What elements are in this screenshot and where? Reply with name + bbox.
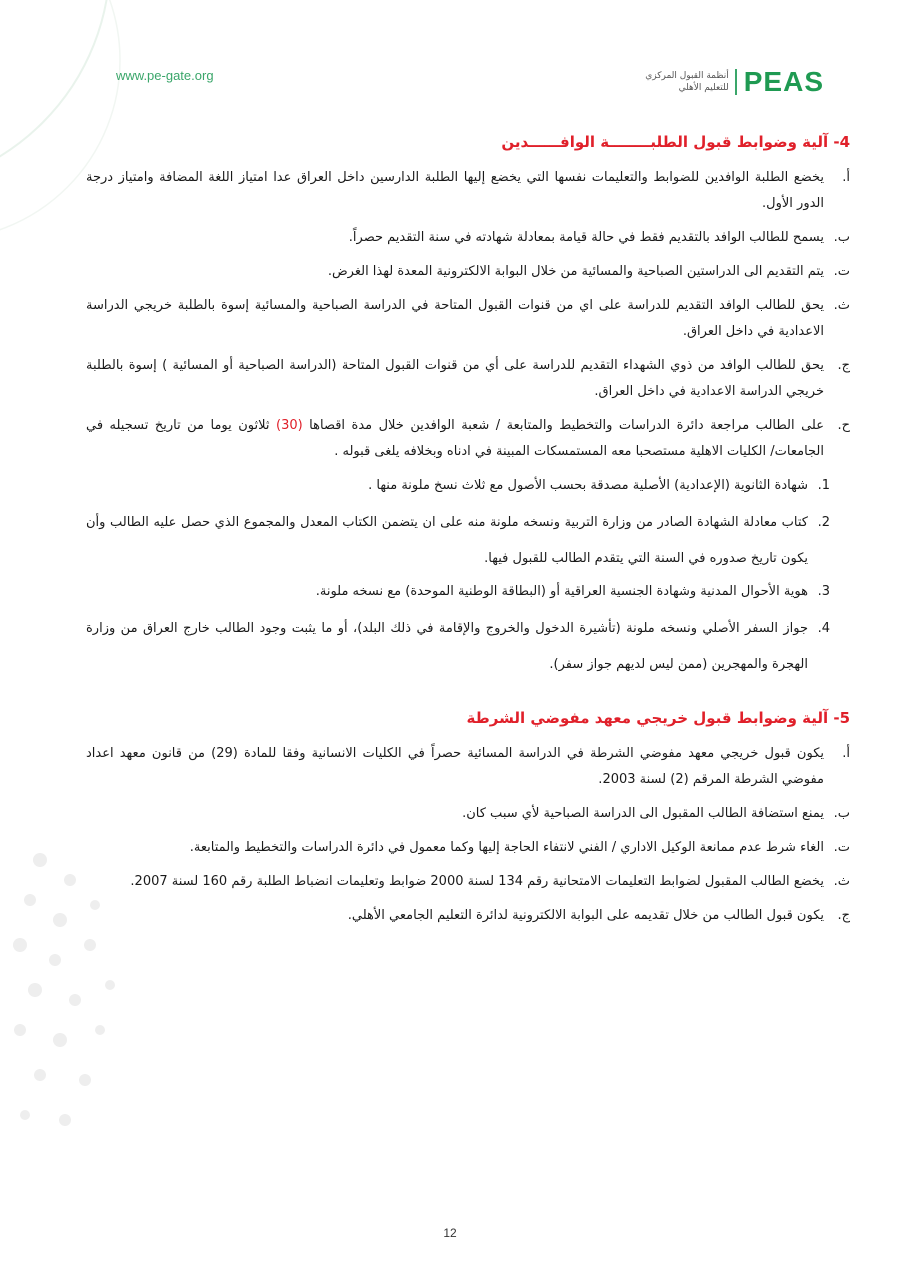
item-marker: ج. bbox=[837, 358, 850, 373]
item-text: يكون قبول الطالب من خلال تقديمه على البوابة الالكترونية لدائرة التعليم الجامعي الأهلي. bbox=[347, 908, 824, 923]
logo-divider bbox=[735, 69, 737, 95]
logo-subtitle-line-2: للتعليم الأهلي bbox=[678, 83, 729, 93]
document-item bbox=[86, 473, 830, 499]
item-marker: ب. bbox=[833, 806, 850, 821]
document-item bbox=[86, 505, 830, 577]
item-text: جواز السفر الأصلي ونسخه ملونة (تأشيرة الدخول والخروج والإقامة في ذلك البلد)، أو ما يثبت وجود الطالب خارج العراق من وزارة الهجرة والمهجرين (ممن ليس لديهم جواز سفر). bbox=[86, 621, 808, 672]
item-marker: ت. bbox=[833, 264, 850, 279]
list-item bbox=[86, 741, 850, 793]
item-text: يخضع الطالب المقبول لضوابط التعليمات الامتحانية رقم 134 لسنة 2000 ضوابط وتعليمات انضباط الطلبة رقم 160 لسنة 2007. bbox=[130, 874, 824, 889]
document-item bbox=[86, 579, 830, 605]
list-item bbox=[86, 413, 850, 465]
section-5-list bbox=[86, 741, 850, 929]
item-marker: أ. bbox=[842, 746, 850, 761]
deadline-highlight: (30) bbox=[275, 418, 303, 433]
item-text: يمنع استضافة الطالب المقبول الى الدراسة الصباحية لأي سبب كان. bbox=[462, 806, 824, 821]
list-item bbox=[86, 259, 850, 285]
item-text: يخضع الطلبة الوافدين للضوابط والتعليمات نفسها التي يخضع إليها الطلبة الدارسين داخل العراق عدا امتياز اللغة المضافة وامتياز درجة الدور الأول. bbox=[86, 170, 824, 211]
list-item bbox=[86, 225, 850, 251]
section-5-title: 5- آلية وضوابط قبول خريجي معهد مفوضي الشرطة bbox=[466, 709, 850, 727]
list-item bbox=[86, 801, 850, 827]
website-url[interactable]: www.pe-gate.org bbox=[116, 68, 214, 83]
item-marker: ب. bbox=[833, 230, 850, 245]
item-text: الغاء شرط عدم ممانعة الوكيل الاداري / الفني لانتفاء الحاجة إليها وكما معمول في دائرة الدراسات والتخطيط والمتابعة. bbox=[189, 840, 824, 855]
page-number: 12 bbox=[443, 1226, 457, 1240]
item-text: شهادة الثانوية (الإعدادية) الأصلية مصدقة بحسب الأصول مع ثلاث نسخ ملونة منها . bbox=[368, 478, 808, 493]
document-body bbox=[86, 133, 850, 937]
item-text-after: ثلاثون يوما من تاريخ تسجيله في الجامعات/ الكليات الاهلية مستصحبا معه المستمسكات المبينة في ادناه وبخلافه يلغى قبوله . bbox=[86, 418, 824, 459]
required-documents-list bbox=[86, 473, 850, 683]
item-marker: 1. bbox=[817, 478, 830, 493]
list-item bbox=[86, 869, 850, 895]
item-text: يكون قبول خريجي معهد مفوضي الشرطة في الدراسة المسائية حصراً في الكليات الانسانية وفقا للمادة (29) من قانون معهد اعداد مفوضي الشرطة المرقم (2) لسنة 2003. bbox=[86, 746, 824, 787]
item-marker: 2. bbox=[817, 515, 830, 530]
item-marker: ث. bbox=[833, 298, 850, 313]
item-marker: ت. bbox=[833, 840, 850, 855]
item-marker: أ. bbox=[842, 170, 850, 185]
list-item bbox=[86, 353, 850, 405]
item-text: يسمح للطالب الوافد بالتقديم فقط في حالة قيامة بمعادلة شهادته في سنة التقديم حصراً. bbox=[348, 230, 824, 245]
list-item bbox=[86, 293, 850, 345]
list-item bbox=[86, 165, 850, 217]
peas-logo bbox=[645, 66, 824, 98]
logo-text: PEAS bbox=[743, 66, 824, 97]
section-4-title: 4- آلية وضوابط قبول الطلبــــــــة الوافــــــدين bbox=[501, 133, 850, 151]
list-item bbox=[86, 903, 850, 929]
logo-subtitle-line-1: أنظمة القبول المركزي bbox=[645, 71, 729, 81]
item-text-before: على الطالب مراجعة دائرة الدراسات والتخطيط والمتابعة / شعبة الوافدين خلال مدة اقصاها bbox=[309, 418, 824, 433]
logo-subtitle bbox=[645, 70, 729, 94]
document-item bbox=[86, 611, 830, 683]
section-4-list bbox=[86, 165, 850, 465]
list-item bbox=[86, 835, 850, 861]
item-text: يحق للطالب الوافد التقديم للدراسة على اي من قنوات القبول المتاحة في الدراسة الصباحية والمسائية إسوة بالطلبة خريجي الدراسة الاعدادية في داخل العراق. bbox=[86, 298, 824, 339]
item-text: كتاب معادلة الشهادة الصادر من وزارة التربية ونسخه ملونة منه على ان يتضمن الكتاب المعدل والمجموع الذي حصل عليه الطالب وأن يكون تاريخ صدوره في السنة التي يتقدم الطالب للقبول فيها. bbox=[86, 515, 808, 566]
item-text: يحق للطالب الوافد من ذوي الشهداء التقديم للدراسة على أي من قنوات القبول المتاحة (الدراسة الصباحية أو المسائية ) إسوة بالطلبة خريجي الدراسة الاعدادية في داخل العراق. bbox=[86, 358, 824, 399]
item-marker: ث. bbox=[833, 874, 850, 889]
item-marker: 3. bbox=[817, 584, 830, 599]
item-marker: 4. bbox=[817, 621, 830, 636]
item-text: يتم التقديم الى الدراستين الصباحية والمسائية من خلال البوابة الالكترونية المعدة لهذا الغرض. bbox=[327, 264, 824, 279]
item-text: هوية الأحوال المدنية وشهادة الجنسية العراقية أو (البطاقة الوطنية الموحدة) مع نسخه ملونة. bbox=[315, 584, 808, 599]
item-marker: ح. bbox=[837, 418, 850, 433]
item-marker: ج. bbox=[837, 908, 850, 923]
